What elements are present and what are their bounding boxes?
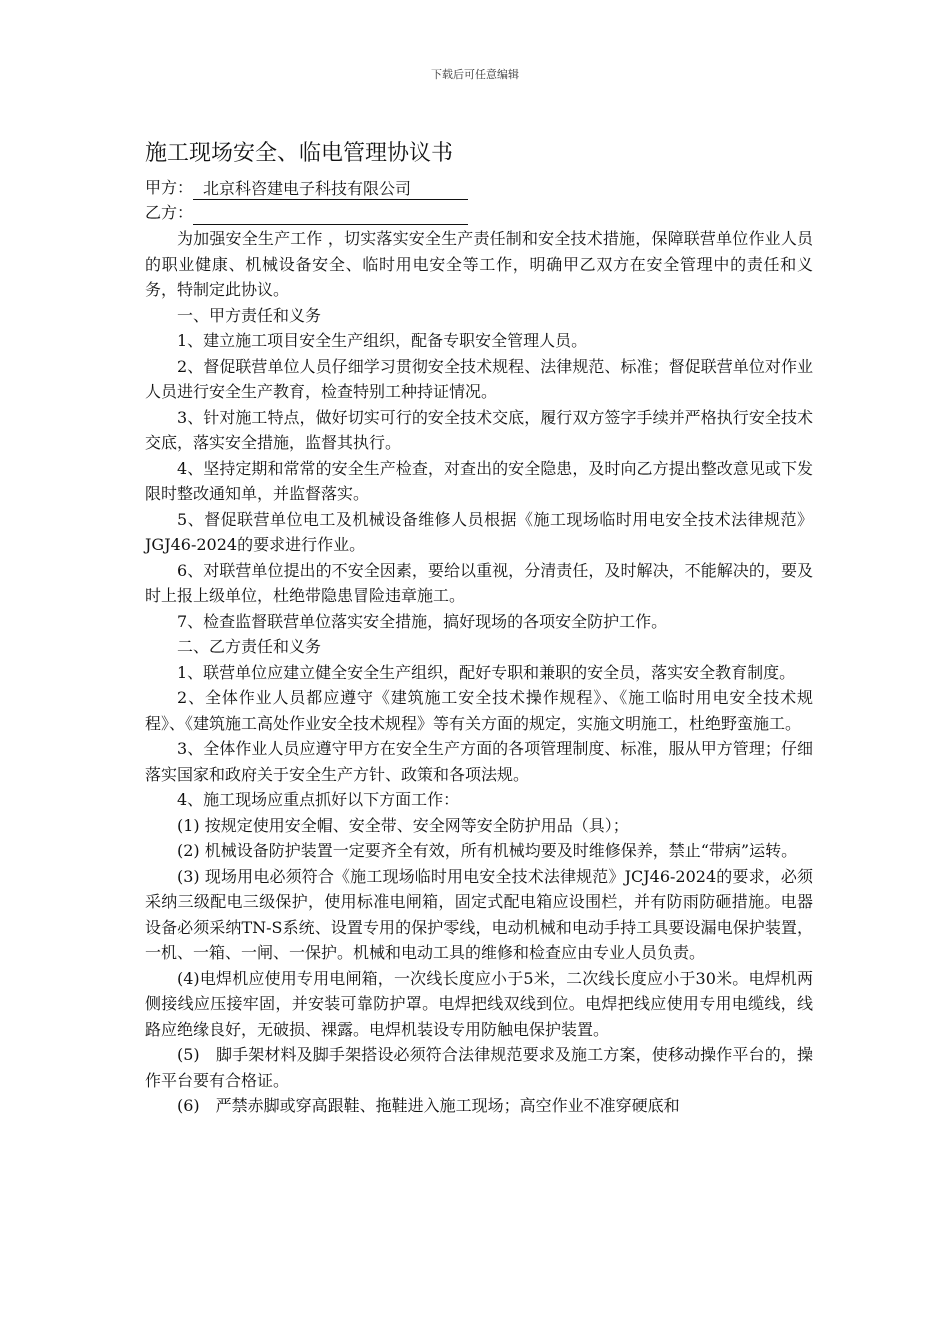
section-heading-party-b: 二、乙方责任和义务 [177,637,322,656]
party-b-clause: 1、联营单位应建立健全安全生产组织，配好专职和兼职的安全员，落实安全教育制度。 [177,662,796,682]
document-body [145,226,813,1119]
party-b-label: 乙方： [145,203,194,222]
work-item: (5) 脚手架材料及脚手架搭设必须符合法律规范要求及施工方案，使移动操作平台的，操作平台要有合格证。 [145,1045,813,1090]
work-item: (2) 机械设备防护装置一定要齐全有效，所有机械均要及时维修保养，禁止“带病”运转。 [177,841,798,860]
party-a-value: 北京科咨建电子科技有限公司 [193,178,468,200]
party-b-value [193,203,468,225]
party-a-clause: 3、针对施工特点，做好切实可行的安全技术交底，履行双方签字手续并严格执行安全技术交底，落实安全措施，监督其执行。 [145,407,813,452]
party-b-clause: 3、全体作业人员应遵守甲方在安全生产方面的各项管理制度、标准，服从甲方管理；仔细落实国家和政府关于安全生产方针、政策和各项法规。 [145,739,813,784]
intro-paragraph: 为加强安全生产工作 ，切实落实安全生产责任制和安全技术措施，保障联营单位作业人员的职业健康、机械设备安全、临时用电安全等工作，明确甲乙双方在安全管理中的责任和义务，特制定此协议。 [145,229,813,299]
party-a-clause: 4、坚持定期和常常的安全生产检查，对查出的安全隐患，及时向乙方提出整改意见或下发限时整改通知单，并监督落实。 [145,458,813,503]
party-a-clause: 5、督促联营单位电工及机械设备维修人员根据《施工现场临时用电安全技术法律规范》JGJ46-2024的要求进行作业。 [145,509,813,554]
party-b-clause: 2、全体作业人员都应遵守《建筑施工安全技术操作规程》、《施工临时用电安全技术规程》、《建筑施工高处作业安全技术规程》等有关方面的规定，实施文明施工，杜绝野蛮施工。 [145,688,813,733]
document-title: 施工现场安全、临电管理协议书 [145,141,454,166]
party-a-clause: 7、检查监督联营单位落实安全措施，搞好现场的各项安全防护工作。 [177,611,668,631]
party-a-clause: 2、督促联营单位人员仔细学习贯彻安全技术规程、法律规范、标准；督促联营单位对作业人员进行安全生产教育，检查特别工种持证情况。 [145,356,813,401]
party-b-clause: 4、施工现场应重点抓好以下方面工作： [177,790,460,809]
party-a-clause: 1、建立施工项目安全生产组织，配备专职安全管理人员。 [177,331,588,350]
section-heading-party-a: 一、甲方责任和义务 [177,305,322,325]
party-a-label: 甲方： [145,178,194,197]
work-item: (3) 现场用电必须符合《施工现场临时用电安全技术法律规范》JCJ46-2024的要求，必须采纳三级配电三级保护，使用标准电闸箱，固定式配电箱应设围栏，并有防雨防砸措施。电器设备必须采纳TN-S系统、设置专用的保护零线，电动机械和电动手持工具要设漏电保护装置，一机、一箱、一闸、一保护。机械和电动工具的维修和检查应由专业人员负责。 [145,866,813,962]
work-item: (4)电焊机应使用专用电闸箱，一次线长度应小于5米，二次线长度应小于30米。电焊机两侧接线应压接牢固，并安装可靠防护罩。电焊把线双线到位。电焊把线应使用专用电缆线，线路应绝缘良好，无破损、裸露。电焊机装设专用防触电保护装置。 [145,968,813,1039]
work-item: (1) 按规定使用安全帽、安全带、安全网等安全防护用品（具）； [177,815,629,835]
page-header-note: 下载后可任意编辑 [431,68,519,81]
work-item: (6) 严禁赤脚或穿高跟鞋、拖鞋进入施工现场；高空作业不准穿硬底和 [177,1096,680,1115]
party-a-clause: 6、对联营单位提出的不安全因素，要给以重视，分清责任，及时解决，不能解决的，要及时上报上级单位，杜绝带隐患冒险违章施工。 [145,560,813,605]
party-b-line [145,201,468,225]
party-a-line [145,176,468,200]
